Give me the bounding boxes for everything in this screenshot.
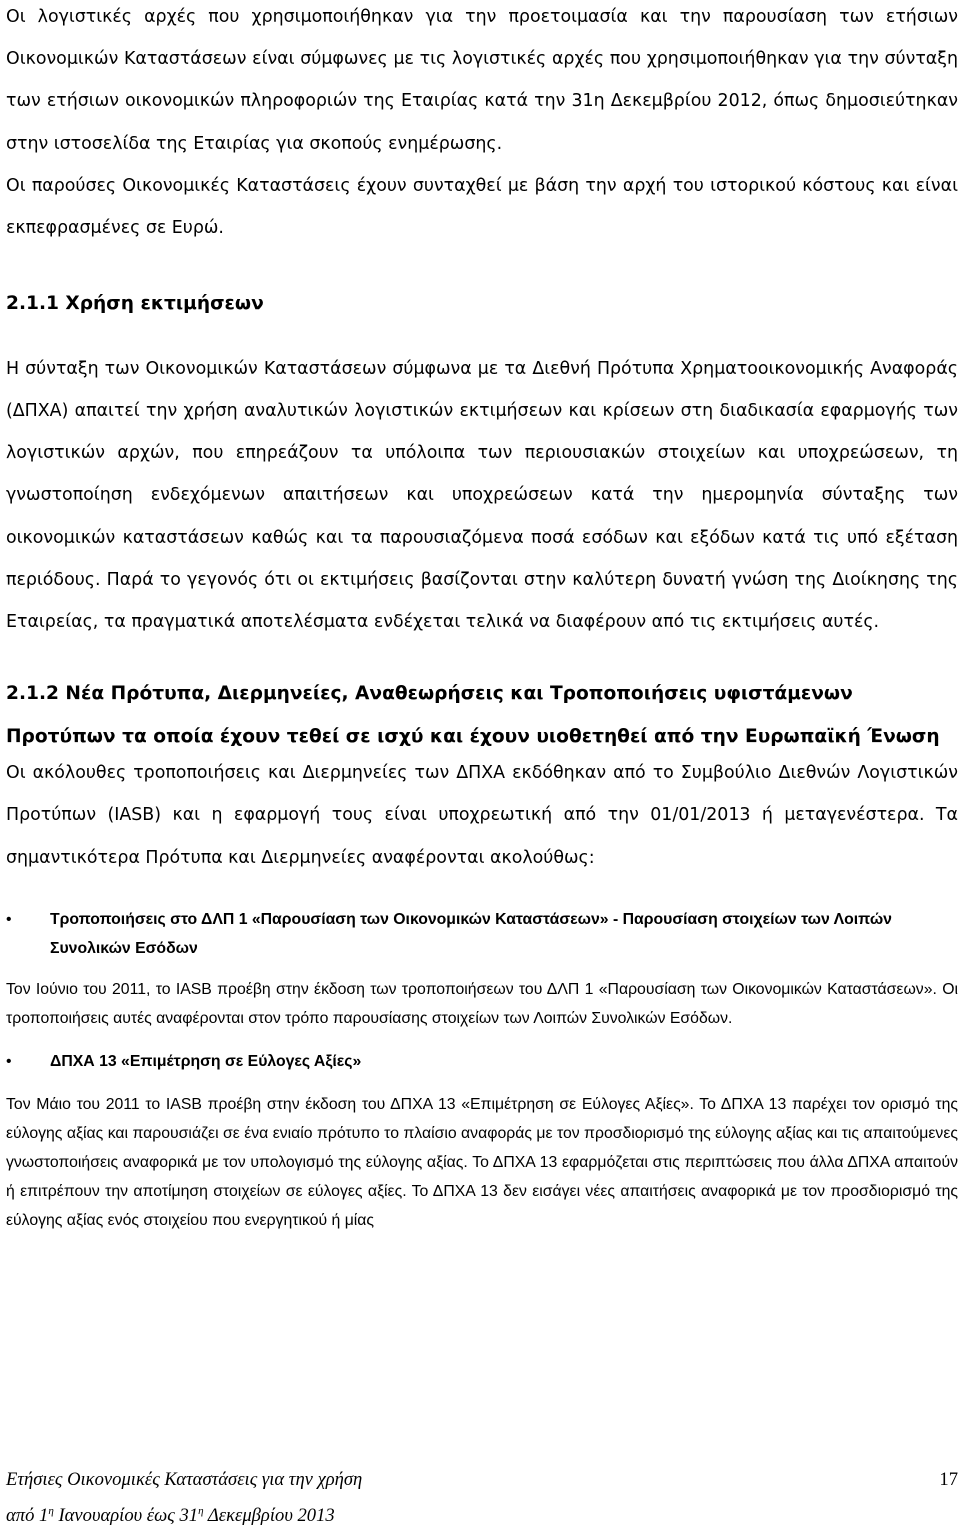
- footer-period: από $1^\eta$ Ιανουαρίου έως $31^\eta$ Δεκεμβρίου 2013: [6, 1504, 335, 1526]
- bullet-item-ias1: [6, 905, 958, 963]
- basis-paragraph: Οι παρούσες Οικονομικές Καταστάσεις έχουν συνταχθεί με βάση την αρχή του ιστορικού κόστους και είναι εκπεφρασμένες σε Ευρώ.: [6, 175, 958, 239]
- bullet-icon: •: [6, 1052, 12, 1070]
- bullet-title: Τροποποιήσεις στο ΔΛΠ 1 «Παρουσίαση των Οικονομικών Καταστάσεων» - Παρουσίαση στοιχείων των Λοιπών Συνολικών Εσόδων: [50, 910, 892, 957]
- ias1-paragraph: Τον Ιούνιο του 2011, το IASB προέβη στην έκδοση των τροποποιήσεων του ΔΛΠ 1 «Παρουσίαση των Οικονομικών Καταστάσεων». Οι τροποποιήσεις αυτές αναφέρονται στον τρόπο παρουσίασης στοιχείων των Λοιπών Συνολικών Εσόδων.: [6, 980, 958, 1027]
- new-standards-paragraph: Οι ακόλουθες τροποποιήσεις και Διερμηνείες των ΔΠΧΑ εκδόθηκαν από το Συμβούλιο Διεθνών Λογιστικών Προτύπων (IASB) και η εφαρμογή τους είναι υποχρεωτική από την 01/01/2013 ή μεταγενέστερα. Τα σημαντικότερα Πρότυπα και Διερμηνείες αναφέρονται ακολούθως:: [6, 763, 958, 868]
- page-footer: [6, 1462, 958, 1534]
- page-number: 17: [939, 1469, 958, 1490]
- ifrs13-paragraph: Τον Μάιο του 2011 το IASB προέβη στην έκδοση του ΔΠΧΑ 13 «Επιμέτρηση σε Εύλογες Αξίες». Το ΔΠΧΑ 13 παρέχει τον ορισμό της εύλογης αξίας και παρουσιάζει σε ένα ενιαίο πρότυπο το πλαίσιο αναφοράς με τον προσδιορισμό της εύλογης αξίας και τις απαιτούμενες γνωστοποιήσεις αναφορικά με τον υπολογισμό της εύλογης αξίας. Το ΔΠΧΑ 13 εφαρμόζεται στις περιπτώσεις που άλλα ΔΠΧΑ απαιτούν ή επιτρέπουν την αποτίμηση στοιχείων σε εύλογες αξίες. Το ΔΠΧΑ 13 δεν εισάγει νέες απαιτήσεις αναφορικά με τον προσδιορισμό της εύλογης αξίας ενός στοιχείου που ενεργητικού ή μίας: [6, 1095, 958, 1230]
- bullet-title: ΔΠΧΑ 13 «Επιμέτρηση σε Εύλογες Αξίες»: [50, 1052, 362, 1070]
- document-page: [6, 0, 958, 1235]
- bullet-item-ifrs13: [6, 1047, 958, 1076]
- section-heading-new-standards: 2.1.2 Νέα Πρότυπα, Διερμηνείες, Αναθεωρήσεις και Τροποποιήσεις υφιστάμενων Προτύπων τα οποία έχουν τεθεί σε ισχύ και έχουν υιοθετηθεί από την Ευρωπαϊκή Ένωση: [6, 683, 940, 747]
- section-heading-estimates: 2.1.1 Χρήση εκτιμήσεων: [6, 293, 264, 315]
- bullet-icon: •: [6, 910, 12, 928]
- estimates-paragraph: Η σύνταξη των Οικονομικών Καταστάσεων σύμφωνα με τα Διεθνή Πρότυπα Χρηματοοικονομικής Αναφοράς (ΔΠΧΑ) απαιτεί την χρήση αναλυτικών λογιστικών εκτιμήσεων και κρίσεων στη διαδικασία εφαρμογής των λογιστικών αρχών, που επηρεάζουν τα υπόλοιπα των περιουσιακών στοιχείων και υποχρεώσεων, τη γνωστοποίηση ενδεχόμενων απαιτήσεων και υποχρεώσεων κατά την ημερομηνία σύνταξης των οικονομικών καταστάσεων καθώς και τα παρουσιαζόμενα ποσά εσόδων και εξόδων κατά τις υπό εξέταση περιόδους. Παρά το γεγονός ότι οι εκτιμήσεις βασίζονται στην καλύτερη δυνατή γνώση της Διοίκησης της Εταιρείας, τα πραγματικά αποτελέσματα ενδέχεται τελικά να διαφέρουν από τις εκτιμήσεις αυτές.: [6, 358, 958, 632]
- footer-title: Ετήσιες Οικονομικές Καταστάσεις για την χρήση: [6, 1469, 363, 1490]
- intro-paragraph: Οι λογιστικές αρχές που χρησιμοποιήθηκαν για την προετοιμασία και την παρουσίαση των ετήσιων Οικονομικών Καταστάσεων είναι σύμφωνες με τις λογιστικές αρχές που χρησιμοποιήθηκαν για την σύνταξη των ετήσιων οικονομικών πληροφοριών της Εταιρίας κατά την 31η Δεκεμβρίου 2012, όπως δημοσιεύτηκαν στην ιστοσελίδα της Εταιρίας για σκοπούς ενημέρωσης.: [6, 7, 958, 154]
